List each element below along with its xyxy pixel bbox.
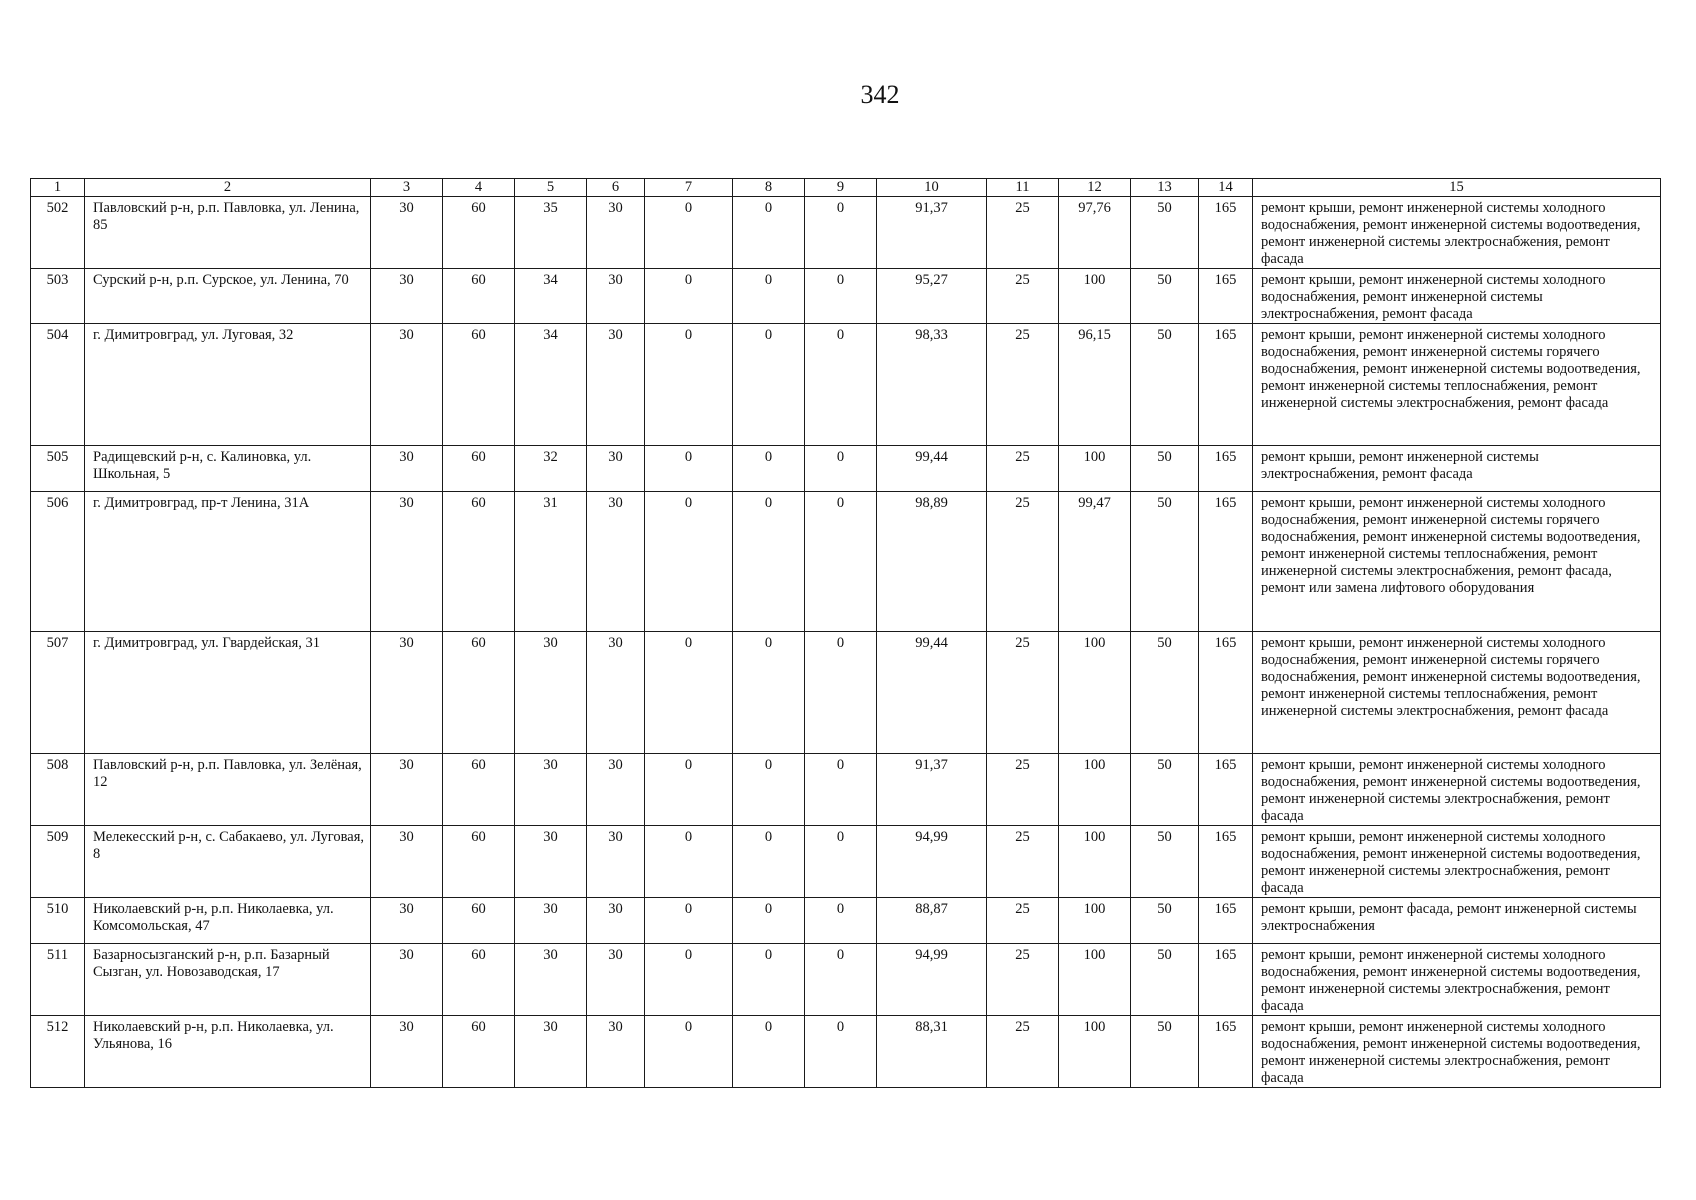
col-8-value: 0 [733, 197, 805, 269]
column-header: 9 [805, 179, 877, 197]
address: Павловский р-н, р.п. Павловка, ул. Ленина, 85 [85, 197, 371, 269]
col-5-value: 30 [515, 944, 587, 1016]
col-6-value: 30 [587, 826, 645, 898]
col-6-value: 30 [587, 754, 645, 826]
col-4-value: 60 [443, 944, 515, 1016]
table-row [31, 944, 1661, 1016]
col-4-value: 60 [443, 826, 515, 898]
table-body [31, 197, 1661, 1088]
col-9-value: 0 [805, 754, 877, 826]
col-13-value: 50 [1131, 632, 1199, 754]
col-12-value: 100 [1059, 754, 1131, 826]
col-6-value: 30 [587, 898, 645, 944]
column-header: 2 [85, 179, 371, 197]
col-7-value: 0 [645, 754, 733, 826]
col-13-value: 50 [1131, 944, 1199, 1016]
col-13-value: 50 [1131, 446, 1199, 492]
address: г. Димитровград, ул. Луговая, 32 [85, 324, 371, 446]
col-11-value: 25 [987, 492, 1059, 632]
col-3-value: 30 [371, 754, 443, 826]
col-12-value: 100 [1059, 898, 1131, 944]
row-number: 504 [31, 324, 85, 446]
column-header: 3 [371, 179, 443, 197]
col-5-value: 30 [515, 898, 587, 944]
col-13-value: 50 [1131, 898, 1199, 944]
column-header: 7 [645, 179, 733, 197]
col-12-value: 100 [1059, 944, 1131, 1016]
column-header: 5 [515, 179, 587, 197]
table-row [31, 754, 1661, 826]
repair-works: ремонт крыши, ремонт инженерной системы холодного водоснабжения, ремонт инженерной системы водоотведения, ремонт инженерной системы электроснабжения, ремонт фасада [1253, 197, 1661, 269]
col-13-value: 50 [1131, 197, 1199, 269]
row-number: 511 [31, 944, 85, 1016]
col-3-value: 30 [371, 632, 443, 754]
col-13-value: 50 [1131, 754, 1199, 826]
col-5-value: 34 [515, 324, 587, 446]
col-10-value: 88,31 [877, 1016, 987, 1088]
column-header: 15 [1253, 179, 1661, 197]
col-8-value: 0 [733, 324, 805, 446]
col-7-value: 0 [645, 898, 733, 944]
col-10-value: 98,33 [877, 324, 987, 446]
col-7-value: 0 [645, 324, 733, 446]
col-10-value: 88,87 [877, 898, 987, 944]
col-12-value: 100 [1059, 446, 1131, 492]
col-4-value: 60 [443, 632, 515, 754]
col-5-value: 32 [515, 446, 587, 492]
col-4-value: 60 [443, 492, 515, 632]
page-number: 342 [860, 80, 900, 109]
col-12-value: 97,76 [1059, 197, 1131, 269]
col-8-value: 0 [733, 1016, 805, 1088]
header-row [31, 179, 1661, 197]
repair-works: ремонт крыши, ремонт инженерной системы холодного водоснабжения, ремонт инженерной системы горячего водоснабжения, ремонт инженерной системы водоотведения, ремонт инженерной системы теплоснабжения, ремонт инженерной системы электроснабжения, ремонт фасада [1253, 324, 1661, 446]
col-3-value: 30 [371, 944, 443, 1016]
col-12-value: 99,47 [1059, 492, 1131, 632]
address: Сурский р-н, р.п. Сурское, ул. Ленина, 70 [85, 269, 371, 324]
col-9-value: 0 [805, 944, 877, 1016]
row-number: 503 [31, 269, 85, 324]
table-row [31, 632, 1661, 754]
col-13-value: 50 [1131, 826, 1199, 898]
col-12-value: 100 [1059, 632, 1131, 754]
col-10-value: 99,44 [877, 446, 987, 492]
column-header: 11 [987, 179, 1059, 197]
col-6-value: 30 [587, 269, 645, 324]
col-4-value: 60 [443, 898, 515, 944]
col-5-value: 34 [515, 269, 587, 324]
col-11-value: 25 [987, 446, 1059, 492]
address: Базарносызганский р-н, р.п. Базарный Сызган, ул. Новозаводская, 17 [85, 944, 371, 1016]
col-7-value: 0 [645, 269, 733, 324]
col-4-value: 60 [443, 754, 515, 826]
col-14-value: 165 [1199, 446, 1253, 492]
col-9-value: 0 [805, 632, 877, 754]
col-7-value: 0 [645, 1016, 733, 1088]
column-header: 14 [1199, 179, 1253, 197]
col-3-value: 30 [371, 197, 443, 269]
col-7-value: 0 [645, 944, 733, 1016]
address: г. Димитровград, ул. Гвардейская, 31 [85, 632, 371, 754]
address: Павловский р-н, р.п. Павловка, ул. Зелёная, 12 [85, 754, 371, 826]
address: Радищевский р-н, с. Калиновка, ул. Школьная, 5 [85, 446, 371, 492]
col-5-value: 35 [515, 197, 587, 269]
col-6-value: 30 [587, 324, 645, 446]
col-9-value: 0 [805, 898, 877, 944]
col-3-value: 30 [371, 269, 443, 324]
col-7-value: 0 [645, 826, 733, 898]
repair-works: ремонт крыши, ремонт инженерной системы холодного водоснабжения, ремонт инженерной системы горячего водоснабжения, ремонт инженерной системы водоотведения, ремонт инженерной системы теплоснабжения, ремонт инженерной системы электроснабжения, ремонт фасада [1253, 632, 1661, 754]
col-10-value: 91,37 [877, 754, 987, 826]
repair-works: ремонт крыши, ремонт инженерной системы холодного водоснабжения, ремонт инженерной системы электроснабжения, ремонт фасада [1253, 269, 1661, 324]
row-number: 508 [31, 754, 85, 826]
col-6-value: 30 [587, 632, 645, 754]
col-14-value: 165 [1199, 1016, 1253, 1088]
col-6-value: 30 [587, 446, 645, 492]
col-5-value: 30 [515, 632, 587, 754]
col-4-value: 60 [443, 1016, 515, 1088]
data-table [30, 178, 1661, 1088]
col-4-value: 60 [443, 269, 515, 324]
col-7-value: 0 [645, 492, 733, 632]
table-row [31, 269, 1661, 324]
row-number: 510 [31, 898, 85, 944]
col-8-value: 0 [733, 632, 805, 754]
col-6-value: 30 [587, 1016, 645, 1088]
col-11-value: 25 [987, 826, 1059, 898]
column-header: 1 [31, 179, 85, 197]
col-13-value: 50 [1131, 324, 1199, 446]
col-6-value: 30 [587, 944, 645, 1016]
col-3-value: 30 [371, 1016, 443, 1088]
col-9-value: 0 [805, 492, 877, 632]
address: г. Димитровград, пр-т Ленина, 31А [85, 492, 371, 632]
col-8-value: 0 [733, 754, 805, 826]
row-number: 512 [31, 1016, 85, 1088]
table-row [31, 826, 1661, 898]
col-8-value: 0 [733, 826, 805, 898]
col-9-value: 0 [805, 826, 877, 898]
col-14-value: 165 [1199, 324, 1253, 446]
col-14-value: 165 [1199, 754, 1253, 826]
col-7-value: 0 [645, 632, 733, 754]
col-7-value: 0 [645, 446, 733, 492]
col-12-value: 96,15 [1059, 324, 1131, 446]
column-header: 4 [443, 179, 515, 197]
table-row [31, 898, 1661, 944]
repair-works: ремонт крыши, ремонт фасада, ремонт инженерной системы электроснабжения [1253, 898, 1661, 944]
col-3-value: 30 [371, 446, 443, 492]
table-row [31, 324, 1661, 446]
col-13-value: 50 [1131, 1016, 1199, 1088]
address: Мелекесский р-н, с. Сабакаево, ул. Луговая, 8 [85, 826, 371, 898]
col-8-value: 0 [733, 898, 805, 944]
col-11-value: 25 [987, 754, 1059, 826]
col-4-value: 60 [443, 324, 515, 446]
col-6-value: 30 [587, 492, 645, 632]
col-14-value: 165 [1199, 492, 1253, 632]
col-9-value: 0 [805, 446, 877, 492]
col-3-value: 30 [371, 898, 443, 944]
col-7-value: 0 [645, 197, 733, 269]
col-14-value: 165 [1199, 197, 1253, 269]
row-number: 502 [31, 197, 85, 269]
col-8-value: 0 [733, 492, 805, 632]
col-10-value: 98,89 [877, 492, 987, 632]
col-11-value: 25 [987, 269, 1059, 324]
row-number: 506 [31, 492, 85, 632]
col-10-value: 95,27 [877, 269, 987, 324]
col-8-value: 0 [733, 446, 805, 492]
col-14-value: 165 [1199, 632, 1253, 754]
col-3-value: 30 [371, 826, 443, 898]
table-row [31, 446, 1661, 492]
table-row [31, 492, 1661, 632]
col-4-value: 60 [443, 446, 515, 492]
col-4-value: 60 [443, 197, 515, 269]
column-header: 6 [587, 179, 645, 197]
col-11-value: 25 [987, 898, 1059, 944]
column-header: 8 [733, 179, 805, 197]
address: Николаевский р-н, р.п. Николаевка, ул. Комсомольская, 47 [85, 898, 371, 944]
col-9-value: 0 [805, 1016, 877, 1088]
col-5-value: 30 [515, 826, 587, 898]
col-13-value: 50 [1131, 492, 1199, 632]
col-12-value: 100 [1059, 1016, 1131, 1088]
repair-works: ремонт крыши, ремонт инженерной системы холодного водоснабжения, ремонт инженерной системы горячего водоснабжения, ремонт инженерной системы водоотведения, ремонт инженерной системы теплоснабжения, ремонт инженерной системы электроснабжения, ремонт фасада, ремонт или замена лифтового оборудования [1253, 492, 1661, 632]
col-14-value: 165 [1199, 898, 1253, 944]
col-6-value: 30 [587, 197, 645, 269]
col-5-value: 31 [515, 492, 587, 632]
repair-works: ремонт крыши, ремонт инженерной системы холодного водоснабжения, ремонт инженерной системы водоотведения, ремонт инженерной системы электроснабжения, ремонт фасада [1253, 1016, 1661, 1088]
col-11-value: 25 [987, 1016, 1059, 1088]
col-5-value: 30 [515, 754, 587, 826]
column-header: 10 [877, 179, 987, 197]
col-10-value: 94,99 [877, 944, 987, 1016]
address: Николаевский р-н, р.п. Николаевка, ул. Ульянова, 16 [85, 1016, 371, 1088]
table-row [31, 1016, 1661, 1088]
row-number: 505 [31, 446, 85, 492]
col-10-value: 94,99 [877, 826, 987, 898]
row-number: 509 [31, 826, 85, 898]
col-5-value: 30 [515, 1016, 587, 1088]
col-11-value: 25 [987, 324, 1059, 446]
repair-works: ремонт крыши, ремонт инженерной системы холодного водоснабжения, ремонт инженерной системы водоотведения, ремонт инженерной системы электроснабжения, ремонт фасада [1253, 754, 1661, 826]
column-header: 13 [1131, 179, 1199, 197]
col-9-value: 0 [805, 324, 877, 446]
table-row [31, 197, 1661, 269]
col-10-value: 99,44 [877, 632, 987, 754]
col-14-value: 165 [1199, 826, 1253, 898]
col-9-value: 0 [805, 269, 877, 324]
col-12-value: 100 [1059, 269, 1131, 324]
col-8-value: 0 [733, 269, 805, 324]
repair-works: ремонт крыши, ремонт инженерной системы холодного водоснабжения, ремонт инженерной системы водоотведения, ремонт инженерной системы электроснабжения, ремонт фасада [1253, 826, 1661, 898]
col-14-value: 165 [1199, 944, 1253, 1016]
col-3-value: 30 [371, 492, 443, 632]
col-11-value: 25 [987, 197, 1059, 269]
col-11-value: 25 [987, 944, 1059, 1016]
col-3-value: 30 [371, 324, 443, 446]
col-10-value: 91,37 [877, 197, 987, 269]
repair-works: ремонт крыши, ремонт инженерной системы электроснабжения, ремонт фасада [1253, 446, 1661, 492]
column-header: 12 [1059, 179, 1131, 197]
col-8-value: 0 [733, 944, 805, 1016]
col-13-value: 50 [1131, 269, 1199, 324]
row-number: 507 [31, 632, 85, 754]
col-12-value: 100 [1059, 826, 1131, 898]
col-9-value: 0 [805, 197, 877, 269]
repair-works: ремонт крыши, ремонт инженерной системы холодного водоснабжения, ремонт инженерной системы водоотведения, ремонт инженерной системы электроснабжения, ремонт фасада [1253, 944, 1661, 1016]
col-11-value: 25 [987, 632, 1059, 754]
col-14-value: 165 [1199, 269, 1253, 324]
